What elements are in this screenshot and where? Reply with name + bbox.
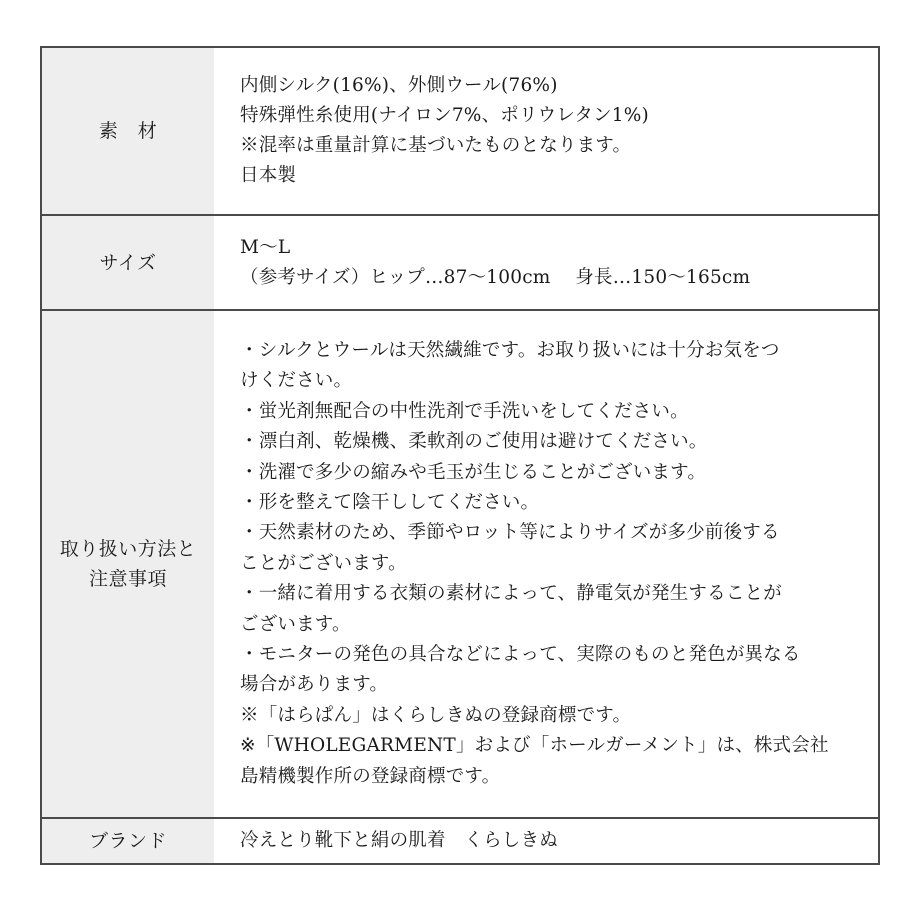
- care-line: ・漂白剤、乾燥機、柔軟剤のご使用は避けてください。: [240, 431, 708, 453]
- care-line: ございます。: [240, 613, 351, 635]
- care-line: ※「WHOLEGARMENT」および「ホールガーメント」は、株式会社: [240, 735, 829, 757]
- size-label: サイズ: [42, 216, 214, 309]
- care-line: ・一緒に着用する衣類の素材によって、静電気が発生することが: [240, 583, 782, 605]
- care-row: [42, 311, 878, 819]
- care-label: [42, 311, 214, 817]
- material-line: ※混率は重量計算に基づいたものとなります。: [240, 135, 632, 156]
- material-line: 日本製: [240, 165, 297, 186]
- care-line: 場合があります。: [240, 674, 389, 696]
- care-line: けください。: [240, 370, 353, 392]
- material-label: 素 材: [42, 48, 214, 214]
- care-line: ・シルクとウールは天然繊維です。お取り扱いには十分お気をつ: [240, 339, 780, 361]
- care-line: ことがございます。: [240, 552, 407, 574]
- material-line: 内側シルク(16%)、外側ウール(76%): [240, 75, 558, 96]
- material-value: [214, 48, 878, 214]
- care-line: ・洗濯で多少の縮みや毛玉が生じることがございます。: [240, 461, 707, 483]
- care-line: ・天然素材のため、季節やロット等によりサイズが多少前後する: [240, 522, 780, 544]
- care-line: ※「はらぱん」はくらしきぬの登録商標です。: [240, 704, 632, 726]
- material-row: [42, 48, 878, 216]
- care-line: ・蛍光剤無配合の中性洗剤で手洗いをしてください。: [240, 400, 689, 422]
- size-row: [42, 216, 878, 311]
- material-line: 特殊弾性糸使用(ナイロン7%、ポリウレタン1%): [240, 105, 649, 126]
- care-line: 島精機製作所の登録商標です。: [240, 765, 501, 787]
- size-value: [214, 216, 878, 309]
- care-line: ・モニターの発色の具合などによって、実際のものと発色が異なる: [240, 644, 801, 666]
- brand-line: 冷えとり靴下と絹の肌着 くらしきぬ: [240, 830, 558, 851]
- care-label-line: 取り扱い方法と: [59, 538, 197, 560]
- care-line: ・形を整えて陰干ししてください。: [240, 491, 540, 513]
- size-line: （参考サイズ）ヒップ…87〜100cm 身長…150〜165cm: [240, 266, 751, 288]
- product-spec-table: [40, 46, 880, 865]
- brand-row: [42, 819, 878, 863]
- care-label-line: 注意事項: [88, 568, 167, 590]
- care-value: [214, 311, 878, 817]
- brand-label: ブランド: [42, 819, 214, 863]
- brand-value: [214, 819, 878, 863]
- size-line: M〜L: [240, 236, 291, 258]
